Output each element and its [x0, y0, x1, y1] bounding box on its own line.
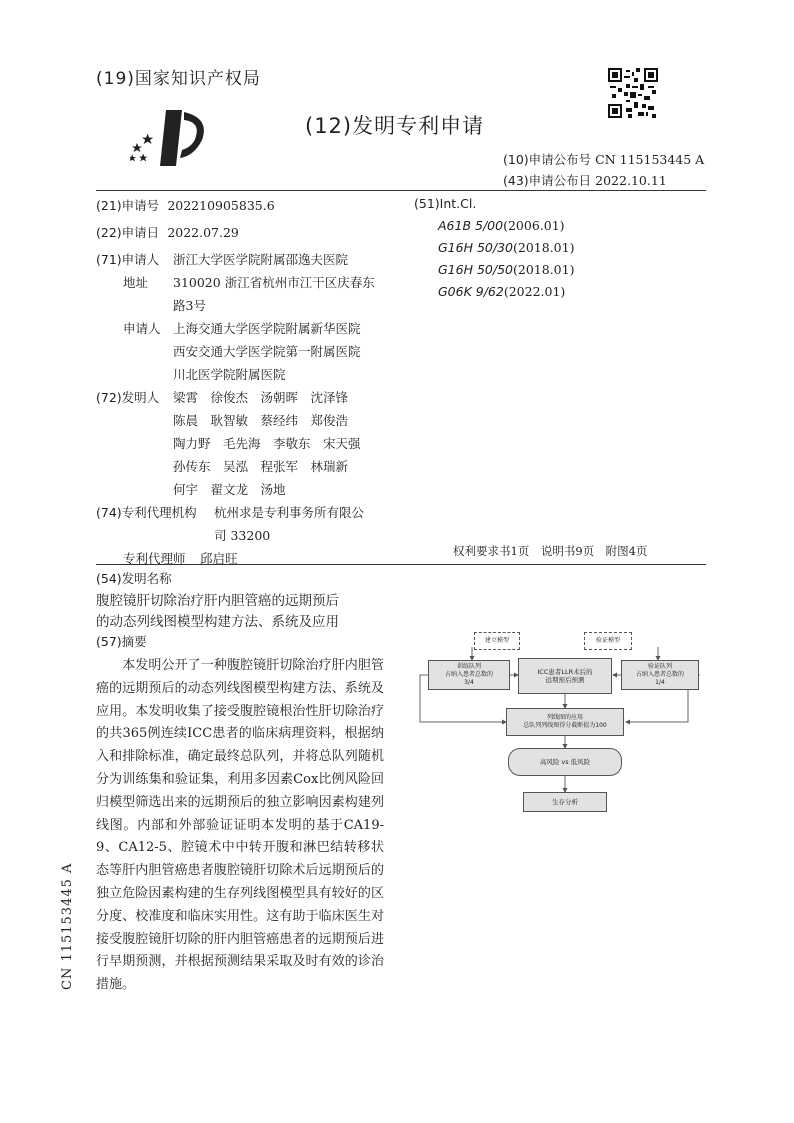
pub-date: 2022.10.11: [595, 173, 667, 188]
address-line-1: 310020 浙江省杭州市江干区庆春东: [173, 275, 375, 290]
nomogram-application-line: 总队列列线图得分截断值为100: [523, 722, 607, 729]
agency-line-2: 司 33200: [214, 528, 271, 543]
page-counts: 权利要求书1页 说明书9页 附图4页: [453, 544, 648, 558]
agency-label: (74)专利代理机构: [96, 505, 197, 520]
training-cohort-line: 训练队列: [456, 663, 481, 670]
app-no-label: (21)申请号: [96, 198, 160, 213]
training-cohort-box: [428, 660, 510, 690]
app-no: 202210905835.6: [167, 198, 275, 213]
ipc-entry: [438, 284, 565, 299]
inventor-line: 梁霄 徐俊杰 汤朝晖 沈泽锋: [173, 390, 349, 405]
cnipa-logo: [130, 108, 210, 168]
icc-prediction-line: 远期预后预测: [545, 676, 585, 684]
ipc-year: (2018.01): [513, 240, 575, 255]
office-name: (19)国家知识产权局: [96, 69, 261, 89]
abstract-text: 本发明公开了一种腹腔镜肝切除治疗肝内胆管癌的远期预后的动态列线图模型构建方法、系统及应用。本发明收集了接受腹腔镜根治性肝切除治疗的共365例连续ICC患者的临床病理资料，根据纳入和排除标准，确定最终总队列，并将总队列随机分为训练集和验证集，利用多因素Cox比例风险回归模型筛选出来的远期预后的独立影响因素构建列线图。内部和外部验证证明本发明的基于CA19-9、CA12-5、腔镜术中中转开腹和淋巴结转移状态等肝内胆管癌患者腹腔镜肝切除术后远期预后的独立危险因素构建的生存列线图模型具有较好的区分度、校准度和临床实用性。这有助于临床医生对接受腹腔镜肝切除的肝内胆管癌患者的远期预后进行早期预测，并根据预测结果采取及时有效的诊治措施。: [96, 658, 384, 993]
inventor-line: 孙传东 吴泓 程张军 林瑞新: [173, 459, 349, 474]
validation-cohort-line: 占纳入患者总数的: [635, 671, 684, 678]
pub-date-label: (43)申请公布日: [503, 173, 592, 188]
inventor-line: 陈晨 耿智敏 蔡经纬 郑俊浩: [173, 413, 349, 428]
ipc-label: (51)Int.Cl.: [414, 196, 477, 211]
section-divider: [96, 564, 706, 565]
survival-analysis-box: 生存分析: [523, 792, 607, 812]
address-label: 地址: [123, 275, 149, 290]
validation-cohort-line: 验证队列: [647, 663, 672, 670]
publication-number-row: [503, 150, 704, 168]
inventor-line: 陶力野 毛先海 李敬东 宋天强: [173, 436, 361, 451]
ipc-code: G06K 9/62: [438, 284, 504, 299]
nomogram-application-box: [506, 708, 624, 736]
applicant2-line-1: 上海交通大学医学院附属新华医院: [173, 321, 361, 336]
training-cohort-line: 占纳入患者总数的: [444, 671, 493, 678]
header-divider: [96, 190, 706, 191]
pub-no-label: (10)申请公布号: [503, 152, 592, 167]
agency-line-1: 杭州求是专利事务所有限公: [214, 505, 365, 520]
ipc-year: (2006.01): [503, 218, 565, 233]
pub-no: CN 115153445 A: [595, 152, 705, 167]
qr-code: [608, 68, 658, 118]
applicant: 浙江大学医学院附属邵逸夫医院: [173, 252, 349, 267]
app-date-label: (22)申请日: [96, 225, 160, 240]
application-date-row: [96, 223, 239, 241]
inventor-line: 何宇 翟文龙 汤地: [173, 482, 286, 497]
build-model-box: 建立模型: [474, 632, 520, 650]
applicant-label: (71)申请人: [96, 252, 160, 267]
validate-model-box: 验证模型: [584, 632, 632, 650]
applicant2-line-2: 西安交通大学医学院第一附属医院: [173, 344, 361, 359]
application-number-row: [96, 196, 275, 214]
ipc-entry: [438, 262, 574, 277]
ipc-code: G16H 50/30: [438, 240, 513, 255]
invention-title-line-1: 腹腔镜肝切除治疗肝内胆管癌的远期预后: [96, 593, 339, 609]
applicant2-label: 申请人: [123, 321, 161, 336]
icc-prediction-box: [518, 658, 612, 694]
ipc-entry: [438, 218, 565, 233]
training-cohort-line: 3/4: [464, 679, 474, 686]
app-date: 2022.07.29: [167, 225, 239, 240]
invention-title-line-2: 的动态列线图模型构建方法、系统及应用: [96, 614, 339, 630]
abstract-label: (57)摘要: [96, 634, 147, 649]
applicant2-line-3: 川北医学院附属医院: [173, 367, 286, 382]
ipc-entry: [438, 240, 574, 255]
validation-cohort-box: [621, 660, 699, 690]
ipc-code: A61B 5/00: [438, 218, 504, 233]
side-publication-number: CN 115153445 A: [60, 862, 75, 990]
ipc-year: (2018.01): [513, 262, 575, 277]
document-type: (12)发明专利申请: [305, 114, 485, 138]
icc-prediction-line: ICC患者LLR术后的: [537, 668, 593, 676]
agent-label: 专利代理师: [123, 551, 186, 566]
address-line-2: 路3号: [173, 298, 206, 313]
ipc-code: G16H 50/50: [438, 262, 513, 277]
title-label: (54)发明名称: [96, 571, 172, 586]
risk-group-box: 高风险 vs 低风险: [508, 748, 622, 776]
nomogram-application-line: 列线图的应用: [546, 714, 583, 721]
inventor-label: (72)发明人: [96, 390, 160, 405]
ipc-year: (2022.01): [503, 284, 566, 299]
agent: 邱启旺: [200, 551, 238, 566]
validation-cohort-line: 1/4: [655, 679, 665, 686]
publication-date-row: [503, 171, 667, 189]
